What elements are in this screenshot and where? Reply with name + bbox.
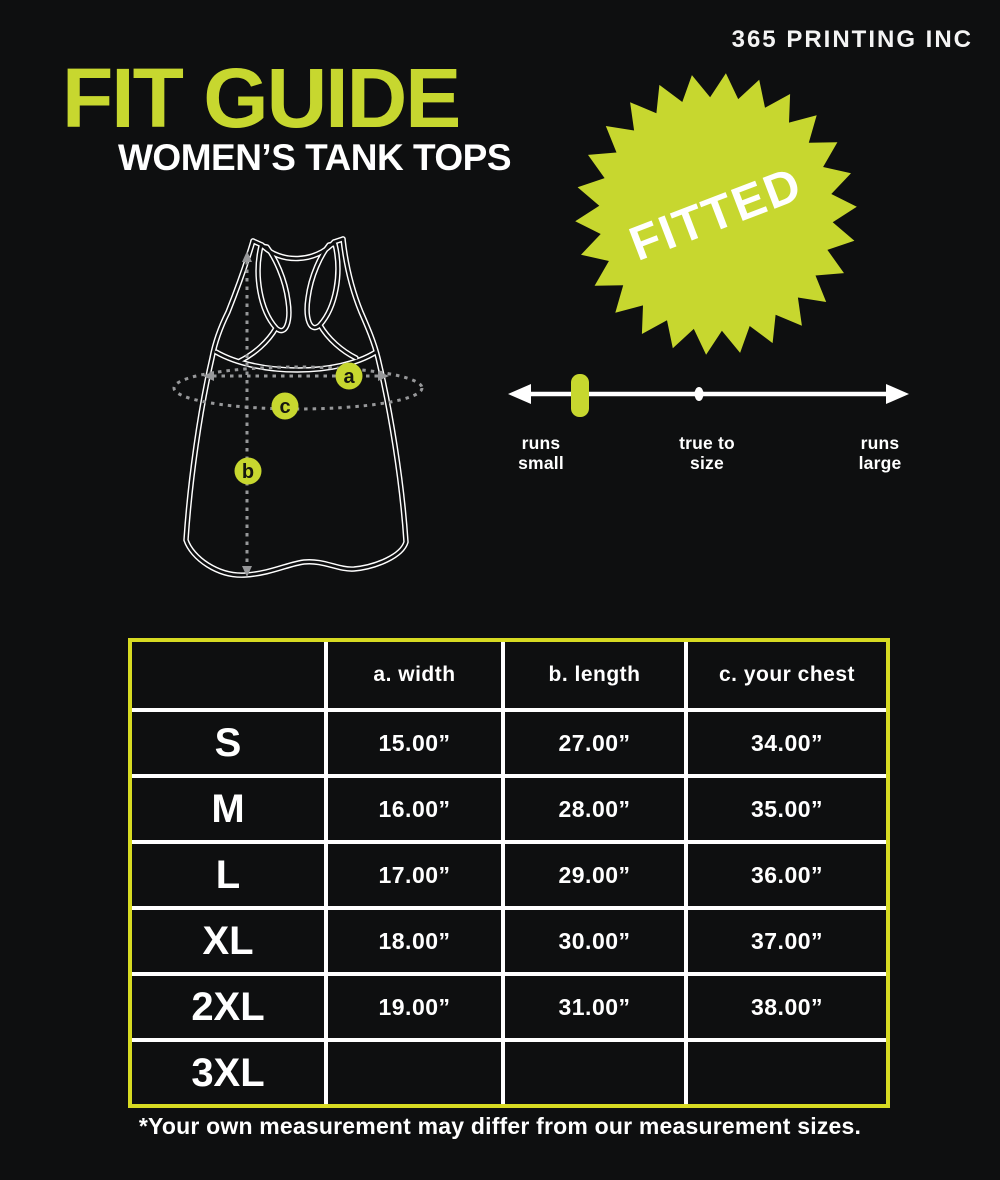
chest-value: 38.00”: [684, 972, 886, 1038]
measure-point-b: [235, 458, 262, 485]
measure-point-b-label: b: [241, 461, 255, 483]
fit-scale-graphic: [500, 365, 920, 425]
length-value: 28.00”: [501, 774, 684, 840]
scale-label-line: runs: [521, 433, 561, 453]
width-value: 18.00”: [324, 906, 501, 972]
scale-arrow-left-icon: [508, 384, 531, 404]
starburst-icon: [558, 56, 874, 372]
measure-point-c: [272, 393, 299, 420]
fit-scale: [500, 365, 920, 425]
length-value: 27.00”: [501, 708, 684, 774]
measure-point-a-label: a: [343, 366, 355, 388]
measurement-guides: [174, 261, 422, 568]
table-header-length: b. length: [501, 642, 684, 708]
chest-value: [684, 1038, 886, 1104]
size-label: L: [132, 840, 324, 906]
table-header-width: a. width: [324, 642, 501, 708]
measure-point-c-label: c: [279, 396, 291, 418]
length-value: 29.00”: [501, 840, 684, 906]
length-value: [501, 1038, 684, 1104]
length-value: 30.00”: [501, 906, 684, 972]
width-value: [324, 1038, 501, 1104]
page-title: FIT GUIDE: [62, 51, 460, 145]
measure-point-a: [336, 363, 363, 390]
scale-label-runs-large: [828, 434, 932, 473]
scale-arrow-right-icon: [886, 384, 909, 404]
chest-value: 36.00”: [684, 840, 886, 906]
fit-marker-pill: [571, 374, 589, 417]
chest-value: 35.00”: [684, 774, 886, 840]
scale-label-line: small: [518, 452, 564, 473]
scale-label-line: large: [858, 452, 902, 473]
tank-top-illustration: [140, 230, 460, 590]
chest-value: 37.00”: [684, 906, 886, 972]
width-value: 16.00”: [324, 774, 501, 840]
fitted-badge: [558, 56, 874, 372]
page-subtitle: WOMEN’S TANK TOPS: [118, 137, 512, 178]
scale-label-true-to-size: [655, 434, 759, 473]
scale-label-line: size: [690, 452, 724, 473]
size-label: 3XL: [132, 1038, 324, 1104]
size-label: M: [132, 774, 324, 840]
size-label: S: [132, 708, 324, 774]
table-header-blank: [132, 642, 324, 708]
scale-label-line: true to: [679, 433, 735, 453]
chest-value: 34.00”: [684, 708, 886, 774]
width-value: 17.00”: [324, 840, 501, 906]
size-table: [128, 638, 890, 1108]
true-to-size-tick: [695, 387, 704, 401]
footnote: *Your own measurement may differ from our measurement sizes.: [138, 1113, 862, 1139]
brand-text: 365 PRINTING INC: [731, 26, 973, 53]
width-value: 19.00”: [324, 972, 501, 1038]
width-value: 15.00”: [324, 708, 501, 774]
table-header-chest: c. your chest: [684, 642, 886, 708]
scale-label-line: runs: [860, 433, 900, 453]
tank-top-diagram: [140, 230, 460, 590]
size-label: XL: [132, 906, 324, 972]
fitted-badge-label: FITTED: [622, 157, 810, 272]
length-value: 31.00”: [501, 972, 684, 1038]
scale-label-runs-small: [502, 434, 580, 473]
size-label: 2XL: [132, 972, 324, 1038]
